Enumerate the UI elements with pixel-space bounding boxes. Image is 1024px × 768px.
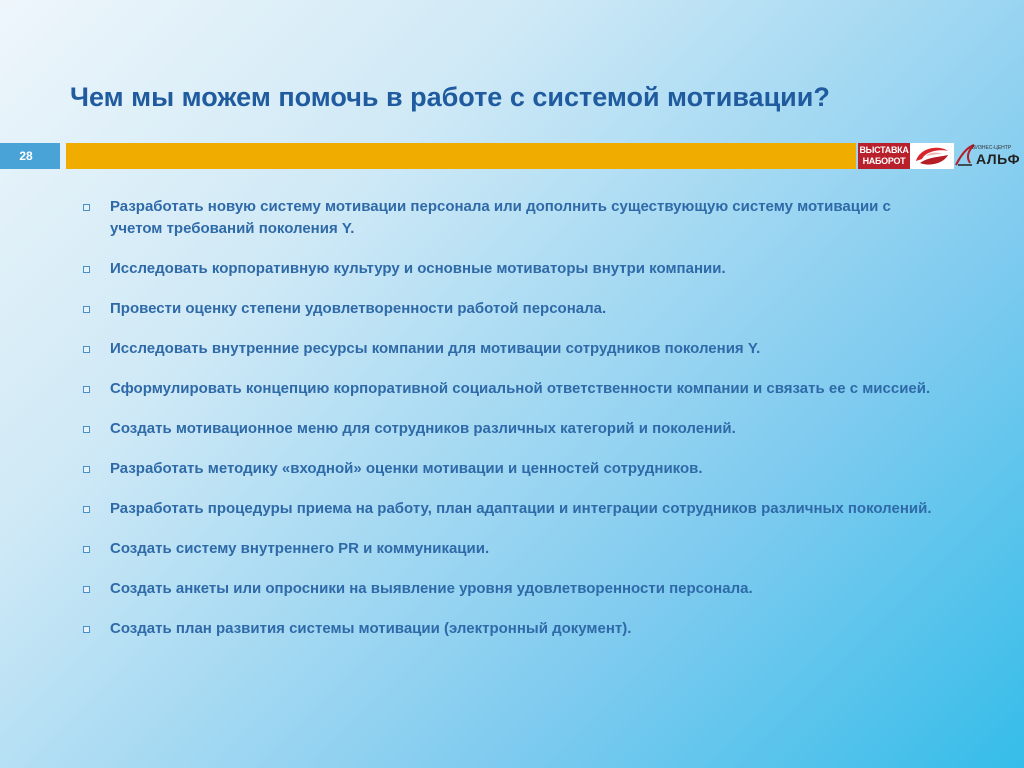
square-bullet-icon (83, 346, 90, 353)
square-bullet-icon (83, 466, 90, 473)
list-item-text: Создать систему внутреннего PR и коммуникации. (110, 539, 490, 557)
square-bullet-icon (83, 586, 90, 593)
list-item-text: Создать план развития системы мотивации (электронный документ). (110, 619, 632, 637)
list-item (83, 618, 943, 640)
list-item-text: Создать мотивационное меню для сотрудников различных категорий и поколений. (110, 419, 736, 437)
alfa-logo-subtitle: БИЗНЕС-ЦЕНТР (972, 145, 1012, 151)
list-item (83, 418, 943, 440)
list-item (83, 498, 943, 520)
list-item (83, 338, 943, 360)
square-bullet-icon (83, 386, 90, 393)
alfa-logo-name: АЛЬФ (976, 151, 1021, 167)
bullet-list (83, 196, 943, 658)
vystavka-logo (858, 143, 910, 169)
square-bullet-icon (83, 506, 90, 513)
square-bullet-icon (83, 266, 90, 273)
slide-number: 28 (0, 143, 60, 169)
list-item (83, 578, 943, 600)
list-item (83, 196, 943, 239)
accent-band (66, 143, 856, 169)
list-item-text: Создать анкеты или опросники на выявление уровня удовлетворенности персонала. (110, 579, 753, 597)
square-bullet-icon (83, 426, 90, 433)
list-item-text: Сформулировать концепцию корпоративной социальной ответственности компании и связать ее с миссией. (110, 379, 931, 397)
list-item (83, 378, 943, 400)
list-item-text: Разработать процедуры приема на работу, план адаптации и интеграции сотрудников различных поколений. (110, 499, 932, 517)
vystavka-logo-line2: НАБОРОТ (862, 156, 906, 166)
list-item-text: Разработать новую систему мотивации персонала или дополнить существующую систему мотивации с учетом требований поколения Y. (110, 198, 891, 237)
list-item (83, 298, 943, 320)
list-item (83, 258, 943, 280)
square-bullet-icon (83, 306, 90, 313)
list-item (83, 458, 943, 480)
list-item (83, 538, 943, 560)
vystavka-logo-line1: ВЫСТАВКА (859, 145, 909, 155)
list-item-text: Разработать методику «входной» оценки мотивации и ценностей сотрудников. (110, 459, 703, 477)
square-bullet-icon (83, 546, 90, 553)
swirl-logo-icon (910, 143, 954, 169)
list-item-text: Исследовать внутренние ресурсы компании для мотивации сотрудников поколения Y. (110, 339, 761, 357)
list-item-text: Провести оценку степени удовлетворенности работой персонала. (110, 299, 607, 317)
square-bullet-icon (83, 626, 90, 633)
alfa-logo (954, 143, 1024, 169)
square-bullet-icon (83, 204, 90, 211)
slide-title: Чем мы можем помочь в работе с системой мотивации? (70, 82, 830, 112)
list-item-text: Исследовать корпоративную культуру и основные мотиваторы внутри компании. (110, 259, 726, 277)
